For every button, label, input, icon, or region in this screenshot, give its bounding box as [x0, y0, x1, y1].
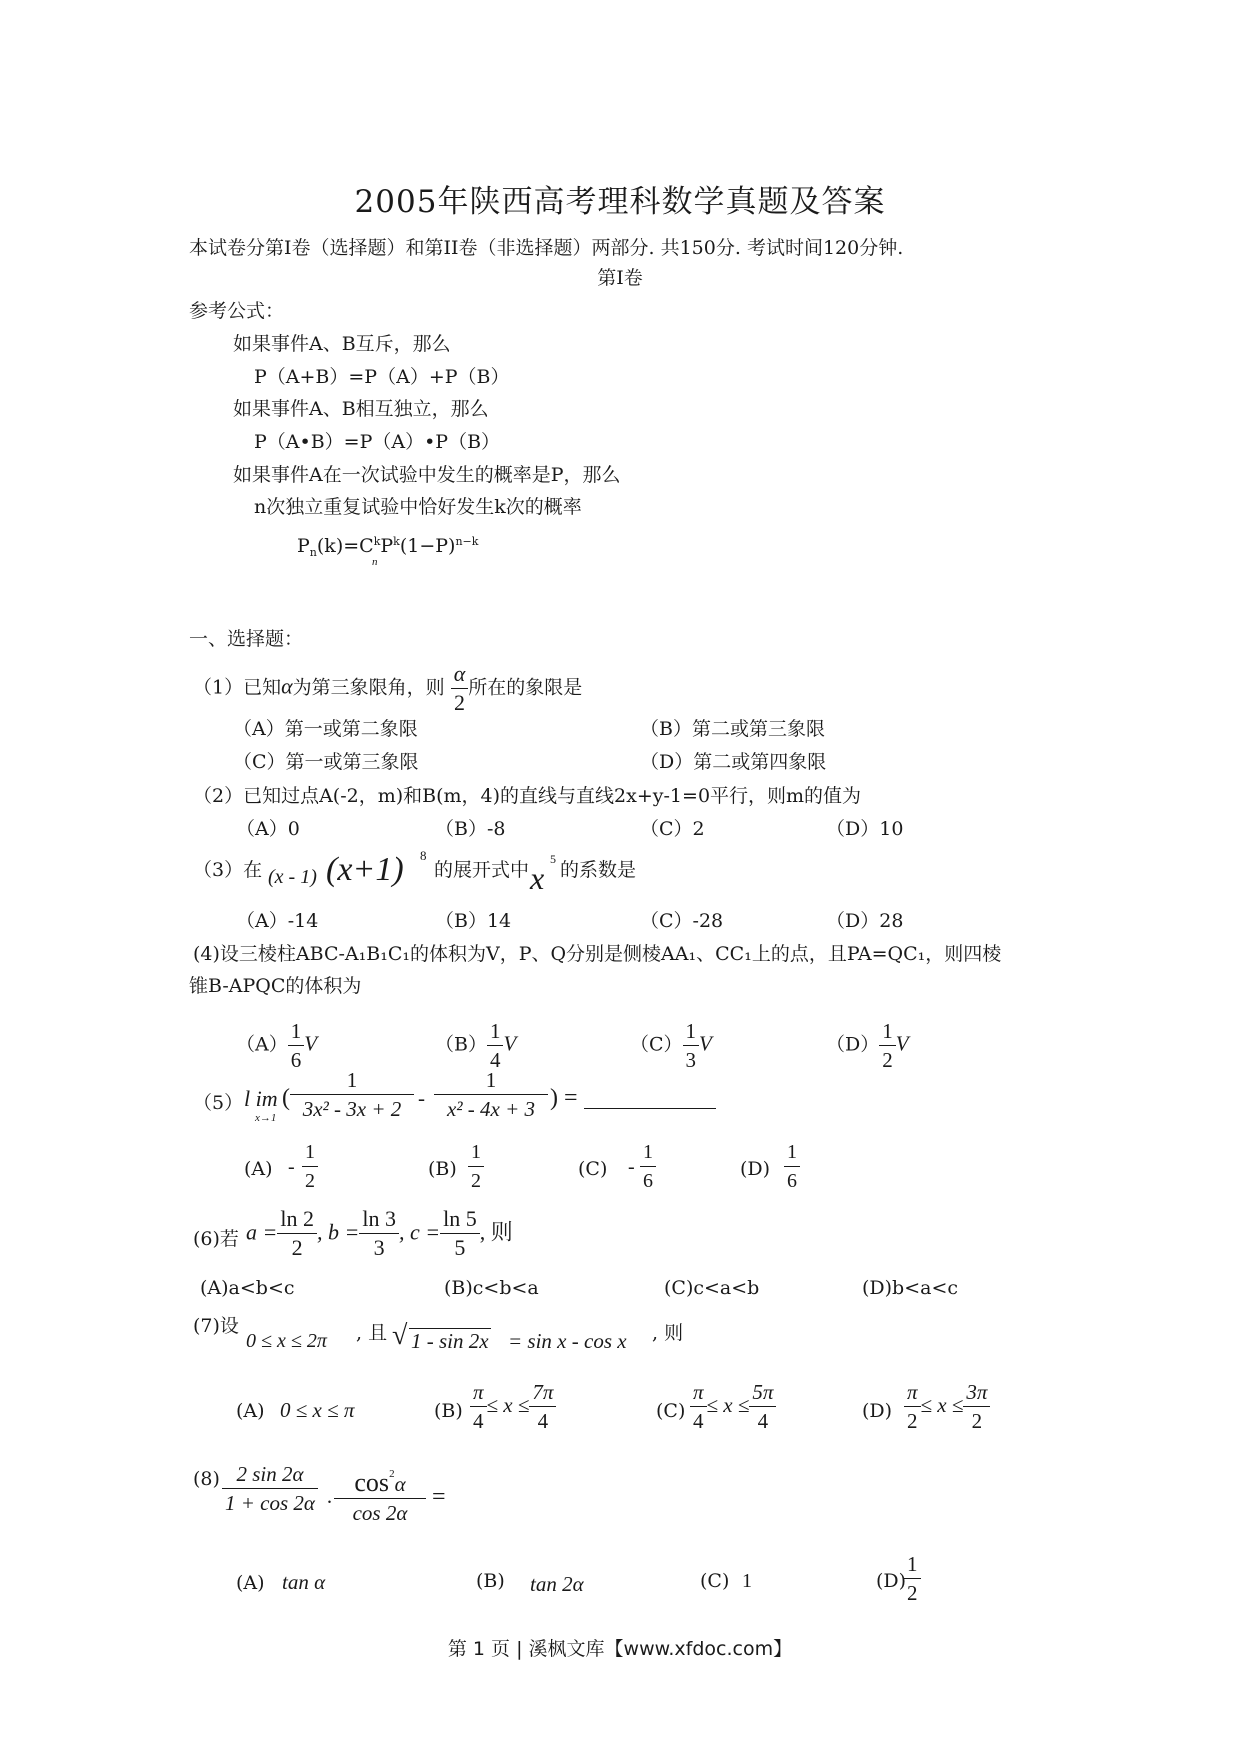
q8-dot: ·	[326, 1490, 333, 1514]
q7-option-b-value: $\frac{\pi}{4}$ ≤ x ≤ $\frac{7\pi}{4}$	[470, 1378, 556, 1435]
q5-answer-blank	[584, 1108, 716, 1109]
q5-option-c-label: (C)	[578, 1158, 608, 1180]
q3-x: x	[530, 860, 545, 896]
q5-open-paren: (	[282, 1085, 290, 1111]
q5-option-b-value: $\frac{1}{2}$	[468, 1138, 484, 1195]
q4-option-b: （B） $\frac{1}{4}$ V	[435, 1019, 517, 1072]
q3-option-c: （C）-28	[640, 910, 724, 932]
q1-option-c: （C）第一或第三象限	[233, 751, 419, 773]
formula-line-4: P（A•B）=P（A）•P（B）	[254, 431, 501, 453]
q8-option-a-value: tan α	[282, 1570, 326, 1594]
q7-option-c-label: (C)	[656, 1400, 686, 1422]
binomial-c-subscript: n	[372, 556, 378, 568]
question-7-prefix: (7)设	[193, 1315, 239, 1337]
q5-option-a-value: $\frac{1}{2}$	[302, 1138, 318, 1195]
q7-option-a-value: 0 ≤ x ≤ π	[280, 1398, 355, 1422]
q1-option-a: （A）第一或第二象限	[233, 718, 418, 740]
q8-option-a-label: (A)	[236, 1572, 265, 1594]
q5-fraction-2: $\frac{1}{\text{x² - 4x + 3}}$	[434, 1066, 548, 1123]
q5-option-c-sign: -	[628, 1156, 635, 1178]
q1-option-d: （D）第二或第四象限	[640, 751, 827, 773]
formula-line-6: n次独立重复试验中恰好发生k次的概率	[254, 496, 582, 518]
question-8-label: (8)	[193, 1468, 220, 1490]
q3-option-b: （B）14	[435, 910, 512, 932]
q8-option-d-value: $\frac{1}{2}$	[904, 1550, 921, 1607]
question-5-label: （5）	[193, 1092, 244, 1114]
q8-fraction-1: $\frac{2 \sin 2\alpha}{1 + \cos 2\alpha}$	[222, 1460, 318, 1517]
q5-option-d-label: (D)	[740, 1158, 771, 1180]
question-3-prefix: （3）在	[193, 859, 263, 881]
q5-option-d-value: $\frac{1}{6}$	[784, 1138, 800, 1195]
formula-line-1: 如果事件A、B互斥，那么	[233, 333, 451, 355]
q3-option-d: （D）28	[826, 910, 904, 932]
formula-line-3: 如果事件A、B相互独立，那么	[233, 398, 489, 420]
q8-option-c-label: (C)	[700, 1570, 730, 1592]
question-1-stem: （1）已知α为第三象限角，则 $\frac{\alpha}{2}$ 所在的象限是	[193, 661, 583, 715]
question-6-prefix: (6)若	[193, 1228, 239, 1250]
q2-option-a: （A）0	[236, 818, 300, 840]
q7-condition: 0 ≤ x ≤ 2π	[246, 1330, 327, 1352]
formulas-heading: 参考公式：	[189, 300, 285, 322]
q7-rhs: = sin x - cos x	[508, 1329, 627, 1353]
q8-option-c-value: 1	[742, 1570, 752, 1592]
q8-equals: =	[432, 1484, 446, 1510]
q6-option-a: (A)a<b<c	[200, 1277, 295, 1299]
q2-option-b: （B）-8	[435, 818, 506, 840]
q7-option-c-value: $\frac{\pi}{4}$ ≤ x ≤ $\frac{5\pi}{4}$	[690, 1378, 776, 1435]
formula-line-5: 如果事件A在一次试验中发生的概率是P，那么	[233, 464, 621, 486]
q2-option-c: （C）2	[640, 818, 705, 840]
question-4-line-2: 锥B-APQC的体积为	[189, 975, 362, 997]
q5-minus: -	[418, 1086, 425, 1110]
q8-option-b-label: (B)	[476, 1570, 505, 1592]
q7-option-b-label: (B)	[434, 1400, 463, 1422]
q5-option-c-value: $\frac{1}{6}$	[640, 1138, 656, 1195]
q4-option-d: （D） $\frac{1}{2}$ V	[826, 1019, 909, 1072]
question-6-expression: a = $\frac{\ln 2}{2}$ , b = $\frac{\ln 3}{3}$ , c = $\frac{\ln 5}{5}$ , 则	[246, 1206, 513, 1260]
q3-exponent-8: 8	[420, 848, 427, 863]
q1-option-b: （B）第二或第三象限	[640, 718, 825, 740]
formula-line-2: P（A+B）=P（A）+P（B）	[254, 366, 510, 388]
q3-mid-text: 的展开式中	[434, 859, 530, 881]
question-2-stem: （2）已知过点A(-2，m)和B(m，4)的直线与直线2x+y-1=0平行，则m的值为	[193, 785, 862, 807]
section-heading: 一、选择题：	[189, 628, 304, 650]
document-title: 2005年陕西高考理科数学真题及答案	[354, 184, 886, 220]
q3-option-a: （A）-14	[236, 910, 319, 932]
q5-lim: l im	[244, 1086, 278, 1111]
q8-option-d-label: (D)	[876, 1570, 907, 1592]
q5-close-equals: ) =	[550, 1085, 578, 1111]
part-heading: 第I卷	[597, 267, 643, 289]
q7-sqrt-sign: √	[392, 1320, 408, 1351]
q8-fraction-2: $\frac{\cos^2\alpha}{\cos 2\alpha}$	[334, 1460, 426, 1527]
q7-option-d-label: (D)	[862, 1400, 893, 1422]
binomial-formula: $P_n(k)=C^kP^k(1-P)^{n-k}$	[297, 535, 479, 559]
question-4-line-1: (4)设三棱柱ABC-A₁B₁C₁的体积为V，P、Q分别是侧棱AA₁、CC₁上的点，且PA=QC₁，则四棱	[193, 943, 1002, 965]
q6-option-b: (B)c<b<a	[444, 1277, 539, 1299]
q7-and: , 且	[356, 1322, 388, 1344]
q8-option-b-value: tan 2α	[530, 1572, 584, 1596]
q5-fraction-1: $\frac{1}{\text{3x² - 3x + 2}}$	[290, 1066, 414, 1123]
q3-exponent-5: 5	[550, 852, 556, 866]
q4-option-a: （A） $\frac{1}{6}$ V	[236, 1019, 318, 1072]
q3-factor-2: (x+1)	[326, 851, 404, 888]
q2-option-d: （D）10	[826, 818, 904, 840]
page-footer: 第 1 页 | 溪枫文库【www.xfdoc.com】	[447, 1638, 793, 1660]
q6-option-c: (C)c<a<b	[664, 1277, 760, 1299]
q7-option-a-label: (A)	[236, 1400, 265, 1422]
q7-option-d-value: $\frac{\pi}{2}$ ≤ x ≤ $\frac{3\pi}{2}$	[904, 1378, 990, 1435]
q5-option-a-label: (A)	[244, 1158, 273, 1180]
q3-factor-1: (x - 1)	[268, 866, 317, 888]
q6-option-d: (D)b<a<c	[862, 1277, 959, 1299]
q7-then: , 则	[652, 1322, 684, 1344]
q5-lim-subscript: x→1	[255, 1112, 277, 1124]
exam-intro: 本试卷分第I卷（选择题）和第II卷（非选择题）两部分. 共150分. 考试时间120分钟.	[189, 237, 904, 259]
q5-option-b-label: (B)	[428, 1158, 457, 1180]
q7-radicand: 1 - sin 2x	[411, 1329, 489, 1353]
q5-option-a-sign: -	[288, 1156, 295, 1178]
q4-option-c: （C） $\frac{1}{3}$ V	[630, 1019, 712, 1072]
q3-suffix: 的系数是	[560, 859, 637, 881]
